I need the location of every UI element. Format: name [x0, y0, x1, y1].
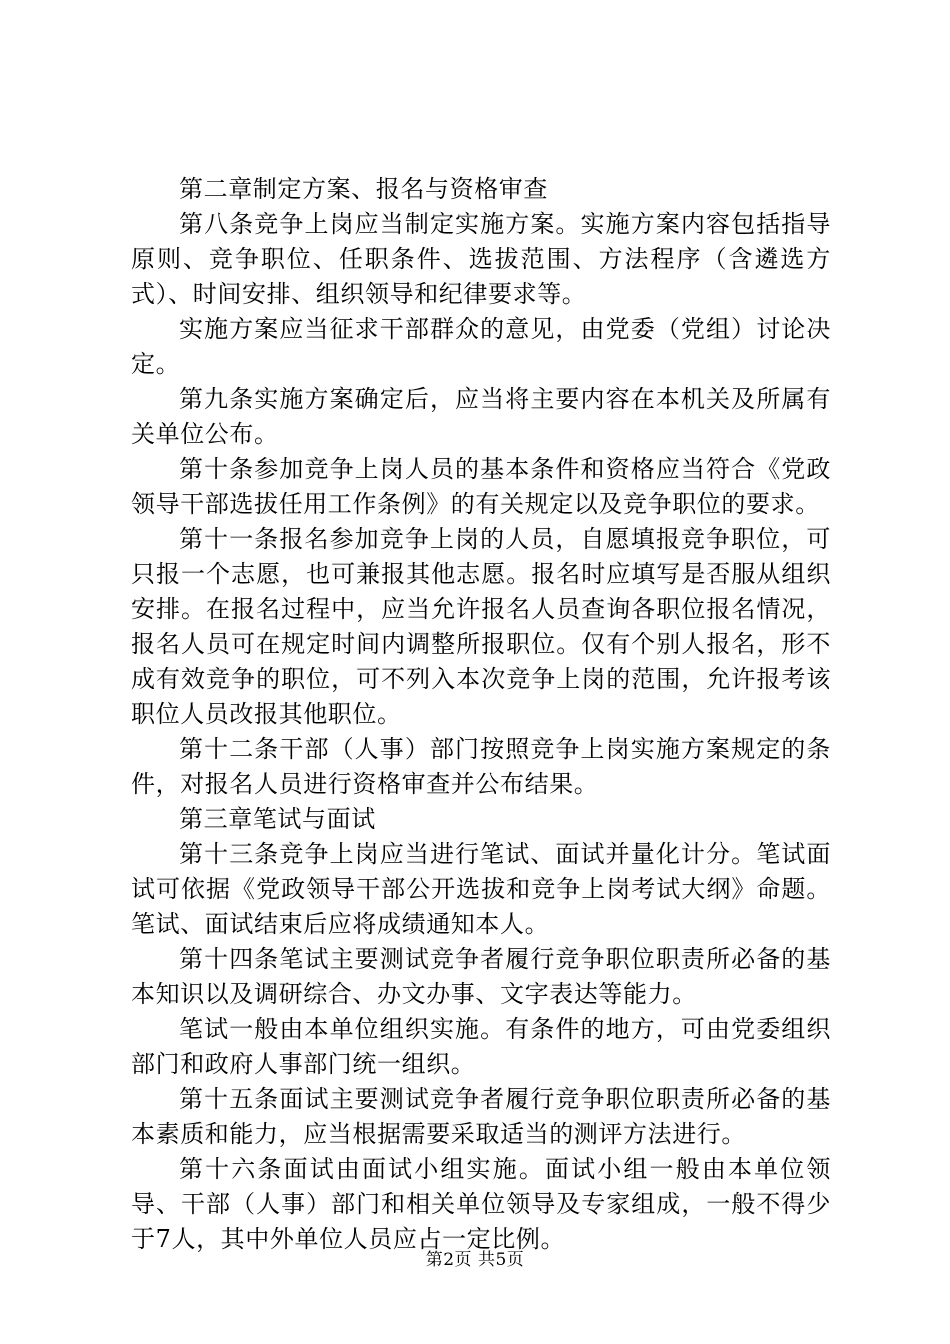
article-paragraph: 第八条竞争上岗应当制定实施方案。实施方案内容包括指导原则、竞争职位、任职条件、选拔范围、方法程序（含遴选方式）、时间安排、组织领导和纪律要求等。 — [131, 210, 831, 308]
article-paragraph: 第十条参加竞争上岗人员的基本条件和资格应当符合《党政领导干部选拔任用工作条例》的有关规定以及竞争职位的要求。 — [131, 455, 831, 518]
article-paragraph: 实施方案应当征求干部群众的意见，由党委（党组）讨论决定。 — [131, 315, 831, 378]
article-paragraph: 笔试一般由本单位组织实施。有条件的地方，可由党委组织部门和政府人事部门统一组织。 — [131, 1015, 831, 1078]
chapter-heading: 第三章笔试与面试 — [179, 805, 376, 833]
document-body — [131, 172, 831, 1257]
article-paragraph: 第十一条报名参加竞争上岗的人员，自愿填报竞争职位，可只报一个志愿，也可兼报其他志愿。报名时应填写是否服从组织安排。在报名过程中，应当允许报名人员查询各职位报名情况，报名人员可在规定时间内调整所报职位。仅有个别人报名，形不成有效竞争的职位，可不列入本次竞争上岗的范围，允许报考该职位人员改报其他职位。 — [131, 525, 831, 728]
chapter-heading: 第二章制定方案、报名与资格审查 — [179, 175, 548, 203]
article-paragraph: 第十三条竞争上岗应当进行笔试、面试并量化计分。笔试面试可依据《党政领导干部公开选拔和竞争上岗考试大纲》命题。笔试、面试结束后应将成绩通知本人。 — [131, 840, 831, 938]
page-number-footer: 第2页 共5页 — [425, 1250, 525, 1270]
article-paragraph: 第九条实施方案确定后，应当将主要内容在本机关及所属有关单位公布。 — [131, 385, 831, 448]
article-paragraph: 第十六条面试由面试小组实施。面试小组一般由本单位领导、干部（人事）部门和相关单位领导及专家组成，一般不得少于7人，其中外单位人员应占一定比例。 — [131, 1155, 831, 1253]
article-paragraph: 第十五条面试主要测试竞争者履行竞争职位职责所必备的基本素质和能力，应当根据需要采取适当的测评方法进行。 — [131, 1085, 831, 1148]
article-paragraph: 第十二条干部（人事）部门按照竞争上岗实施方案规定的条件，对报名人员进行资格审查并公布结果。 — [131, 735, 831, 798]
article-paragraph: 第十四条笔试主要测试竞争者履行竞争职位职责所必备的基本知识以及调研综合、办文办事、文字表达等能力。 — [131, 945, 831, 1008]
